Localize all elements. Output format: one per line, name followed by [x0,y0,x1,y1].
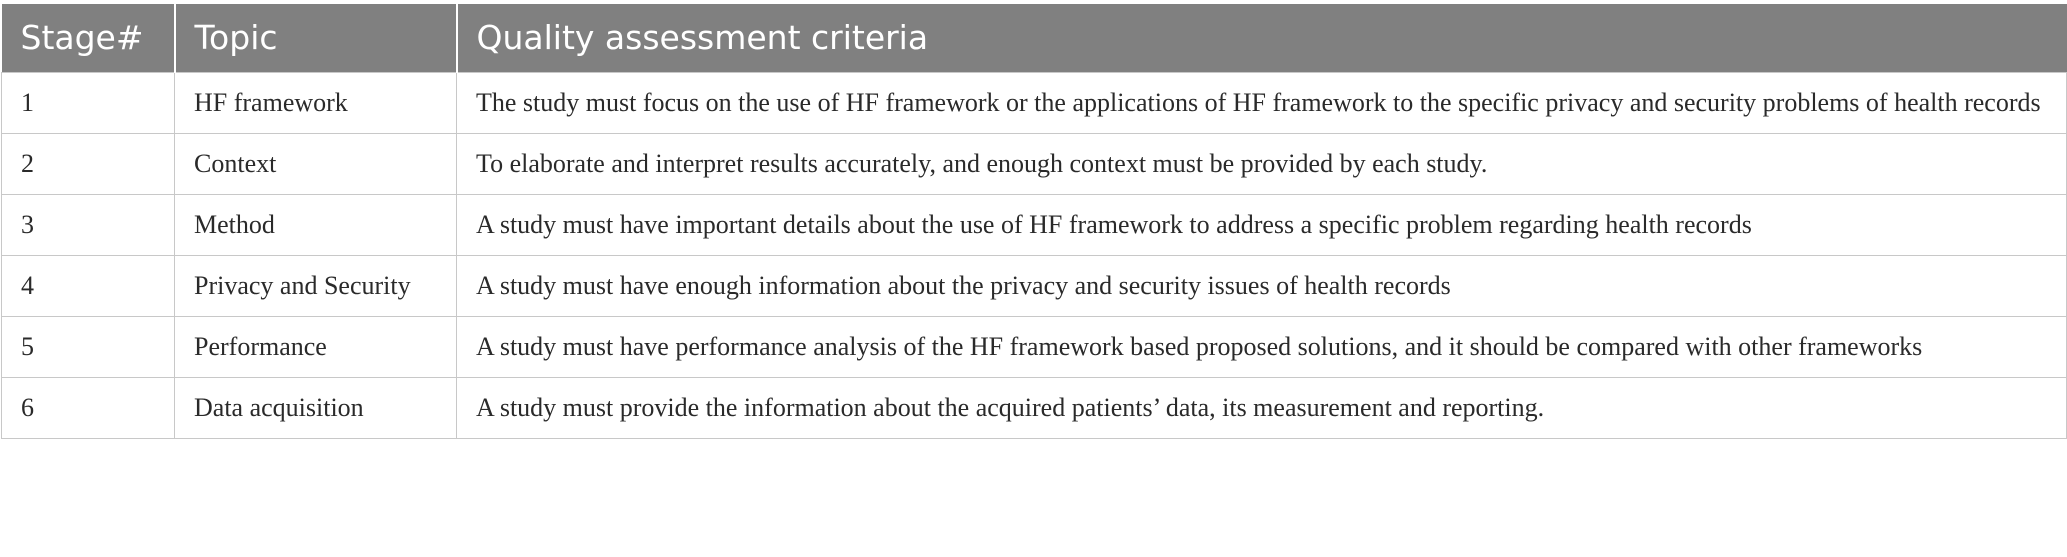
criteria-cell: A study must have performance analysis of the HF framework based proposed solutions, and it should be compared with other frameworks [457,316,2067,377]
topic-cell: Data acquisition [175,377,457,438]
criteria-cell: To elaborate and interpret results accurately, and enough context must be provided by each study. [457,133,2067,194]
quality-criteria-table-container [1,4,2066,439]
header-row [2,4,2067,72]
criteria-cell: A study must have enough information about the privacy and security issues of health records [457,255,2067,316]
quality-criteria-table [1,4,2067,439]
header-criteria: Quality assessment criteria [457,4,2067,72]
criteria-cell: A study must have important details about the use of HF framework to address a specific problem regarding health records [457,194,2067,255]
topic-cell: Privacy and Security [175,255,457,316]
table-header [2,4,2067,72]
table-row [2,377,2067,438]
table-row [2,133,2067,194]
topic-cell: Context [175,133,457,194]
stage-cell: 2 [2,133,175,194]
criteria-cell: A study must provide the information about the acquired patients’ data, its measurement and reporting. [457,377,2067,438]
stage-cell: 4 [2,255,175,316]
stage-cell: 3 [2,194,175,255]
table-row [2,72,2067,133]
table-body [2,72,2067,438]
stage-cell: 6 [2,377,175,438]
table-row [2,316,2067,377]
criteria-cell: The study must focus on the use of HF framework or the applications of HF framework to the specific privacy and security problems of health records [457,72,2067,133]
topic-cell: HF framework [175,72,457,133]
stage-cell: 5 [2,316,175,377]
topic-cell: Performance [175,316,457,377]
table-row [2,255,2067,316]
table-row [2,194,2067,255]
stage-cell: 1 [2,72,175,133]
header-stage: Stage# [2,4,175,72]
header-topic: Topic [175,4,457,72]
topic-cell: Method [175,194,457,255]
